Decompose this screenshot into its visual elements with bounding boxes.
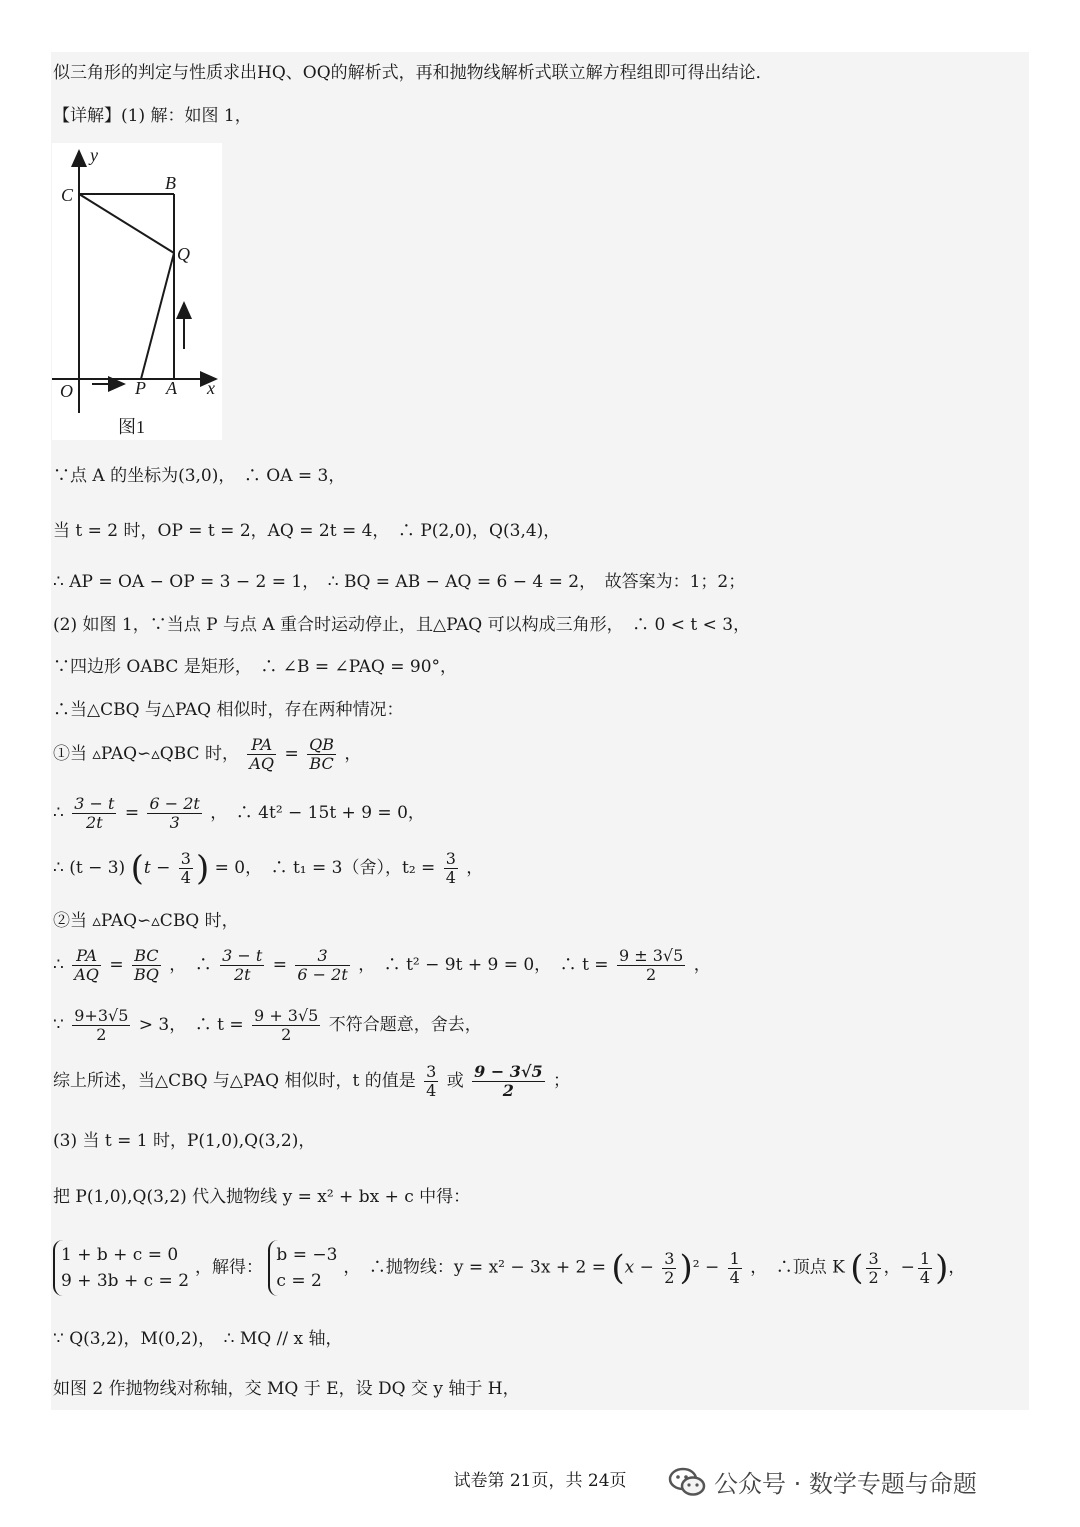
fraction-1-4: $\frac{1}{4}$ [729, 1248, 740, 1287]
page-footer: 试卷第 21页，共 24页 [453, 1471, 627, 1491]
segment-pq [141, 253, 174, 379]
figure-1-diagram [52, 143, 222, 440]
label-b: B [165, 173, 176, 193]
text-line-12: ②当 ▵PAQ∽▵CBQ 时， [53, 911, 239, 931]
fraction-3mt-2t: $\frac{3 - t}{2t}$ [74, 794, 115, 832]
fraction-answer-3-4: $\frac{3}{4}$ [426, 1062, 437, 1100]
fraction-9p3r5-2: $\frac{9+3√5}{2}$ [74, 1006, 129, 1044]
punctuation: ， [344, 744, 362, 764]
text-line-4: 当 t = 2 时，OP = t = 2，AQ = 2t = 4， ∴ P(2,0)，Q(3,4)， [53, 521, 561, 541]
text-line-15: 综上所述，当△CBQ 与△PAQ 相似时，t 的值是 $\frac{3}{4}$ 或 $\frac{9 - 3√5}{2}$ ； [53, 1062, 570, 1100]
quadratic-eq-1: ， ∴ 4t² − 15t + 9 = 0， [210, 803, 425, 823]
label-c: C [61, 185, 74, 205]
roots-text: = 0， ∴ t₁ = 3（舍），t₂ = [214, 858, 436, 878]
text-line-16: (3) 当 t = 1 时，P(1,0),Q(3,2)， [53, 1131, 316, 1151]
text-line-19: ∵ Q(3,2)，M(0,2)， ∴ MQ // x 轴， [53, 1329, 343, 1349]
text-line-7: ∵四边形 OABC 是矩形， ∴ ∠B = ∠PAQ = 90°， [53, 657, 458, 677]
vertex-x: $\frac{3}{2}$ [868, 1248, 879, 1287]
fraction-3-4: $\frac{3}{4}$ [180, 849, 191, 887]
text-line-3: ∵点 A 的坐标为(3,0)， ∴ OA = 3， [53, 466, 346, 486]
text-line-17: 把 P(1,0),Q(3,2) 代入抛物线 y = x² + bx + c 中得： [53, 1187, 471, 1207]
text-line-8: ∴当△CBQ 与△PAQ 相似时，存在两种情况： [53, 700, 404, 720]
fraction-6m2t-3: $\frac{6 - 2t}{3}$ [149, 794, 200, 832]
fraction-3-6m2t: $\frac{3}{6 - 2t}$ [297, 946, 348, 984]
watermark [668, 1464, 977, 1499]
fraction-3mt-2t-2: $\frac{3 - t}{2t}$ [222, 946, 263, 984]
text-line-11: ∴ (t − 3) (t − $\frac{3}{4}$ ) = 0， ∴ t₁ = 3（舍），t₂ = $\frac{3}{4}$ ， [53, 848, 484, 889]
label-x: x [207, 378, 215, 398]
text-line-6: (2) 如图 1，∵当点 P 与点 A 重合时运动停止，且△PAQ 可以构成三角形， ∴ 0 < t < 3， [53, 615, 751, 635]
label-o: O [60, 381, 73, 401]
fraction-9pm3r5-2: $\frac{9 \pm 3√5}{2}$ [618, 946, 684, 984]
figure-1 [52, 143, 222, 440]
vertex-y: $\frac{1}{4}$ [919, 1248, 931, 1287]
equals-sign: = [124, 803, 140, 823]
figure-caption: 图1 [118, 417, 145, 437]
case1-label: ①当 ▵PAQ∽▵QBC 时， [53, 744, 239, 764]
text-line-9 [53, 736, 361, 773]
equation-system-2: b = −3 c = 2 [268, 1240, 337, 1296]
fraction-9p3r5-2-b: $\frac{9 + 3√5}{2}$ [254, 1006, 319, 1044]
solution-heading: 【详解】(1) 解：如图 1， [53, 106, 252, 126]
wechat-icon [668, 1467, 706, 1497]
fraction-3-4-root: $\frac{3}{4}$ [445, 849, 456, 887]
fraction-bc-bq: $\frac{BC}{BQ}$ [133, 946, 159, 984]
equation-system-1: 1 + b + c = 0 9 + 3b + c = 2 [53, 1240, 189, 1296]
watermark-text: 公众号 · 数学专题与命题 [714, 1470, 977, 1498]
text-line-18: 1 + b + c = 0 9 + 3b + c = 2 ，解得： b = −3 c = 2 ， ∴抛物线：y = x² − 3x + 2 = (x − $\frac{3}{2}$ )² − $\frac{1}{4}$ ， ∴顶点 K ( $\frac{3}{2}$ ，− $\frac{1}{4}$ )， [53, 1240, 965, 1296]
label-y: y [90, 145, 98, 165]
text-line-20: 如图 2 作抛物线对称轴，交 MQ 于 E，设 DQ 交 y 轴于 H， [53, 1379, 520, 1399]
fraction-pa-aq: $\frac{PA}{AQ}$ [249, 735, 275, 773]
label-q: Q [177, 244, 190, 264]
text-line-1: 似三角形的判定与性质求出HQ、OQ的解析式，再和抛物线解析式联立解方程组即可得出结论． [53, 63, 773, 83]
text-line-13: ∴ $\frac{PA}{AQ}$ = $\frac{BC}{BQ}$ ， ∴ $\frac{3 - t}{2t}$ = $\frac{3}{6 - 2t}$ ， ∴ t² − 9t + 9 = 0， ∴ t = $\frac{9 \pm 3√5}{2}$ ， [53, 946, 711, 984]
text-line-5: ∴ AP = OA − OP = 3 − 2 = 1， ∴ BQ = AB − AQ = 6 − 4 = 2， 故答案为：1；2； [53, 572, 746, 592]
text-line-10: ∴ $\frac{3 - t}{2t}$ = $\frac{6 - 2t}{3}$ ， ∴ 4t² − 15t + 9 = 0， [53, 794, 425, 832]
text-line-14: ∵ $\frac{9+3√5}{2}$ > 3， ∴ t = $\frac{9 + 3√5}{2}$ 不符合题意，舍去， [53, 1006, 482, 1044]
fraction-3-2: $\frac{3}{2}$ [664, 1248, 675, 1287]
fraction-answer-9m3r5-2: $\frac{9 - 3√5}{2}$ [474, 1062, 543, 1100]
segment-cq [79, 194, 174, 253]
factor-1: ∴ (t − 3) [53, 858, 126, 878]
label-a: A [166, 378, 177, 398]
fraction-qb-bc: $\frac{QB}{BC}$ [309, 735, 334, 773]
fraction-pa-aq-2: $\frac{PA}{AQ}$ [74, 946, 99, 984]
label-p: P [135, 378, 146, 398]
equals-sign: = [284, 744, 299, 764]
